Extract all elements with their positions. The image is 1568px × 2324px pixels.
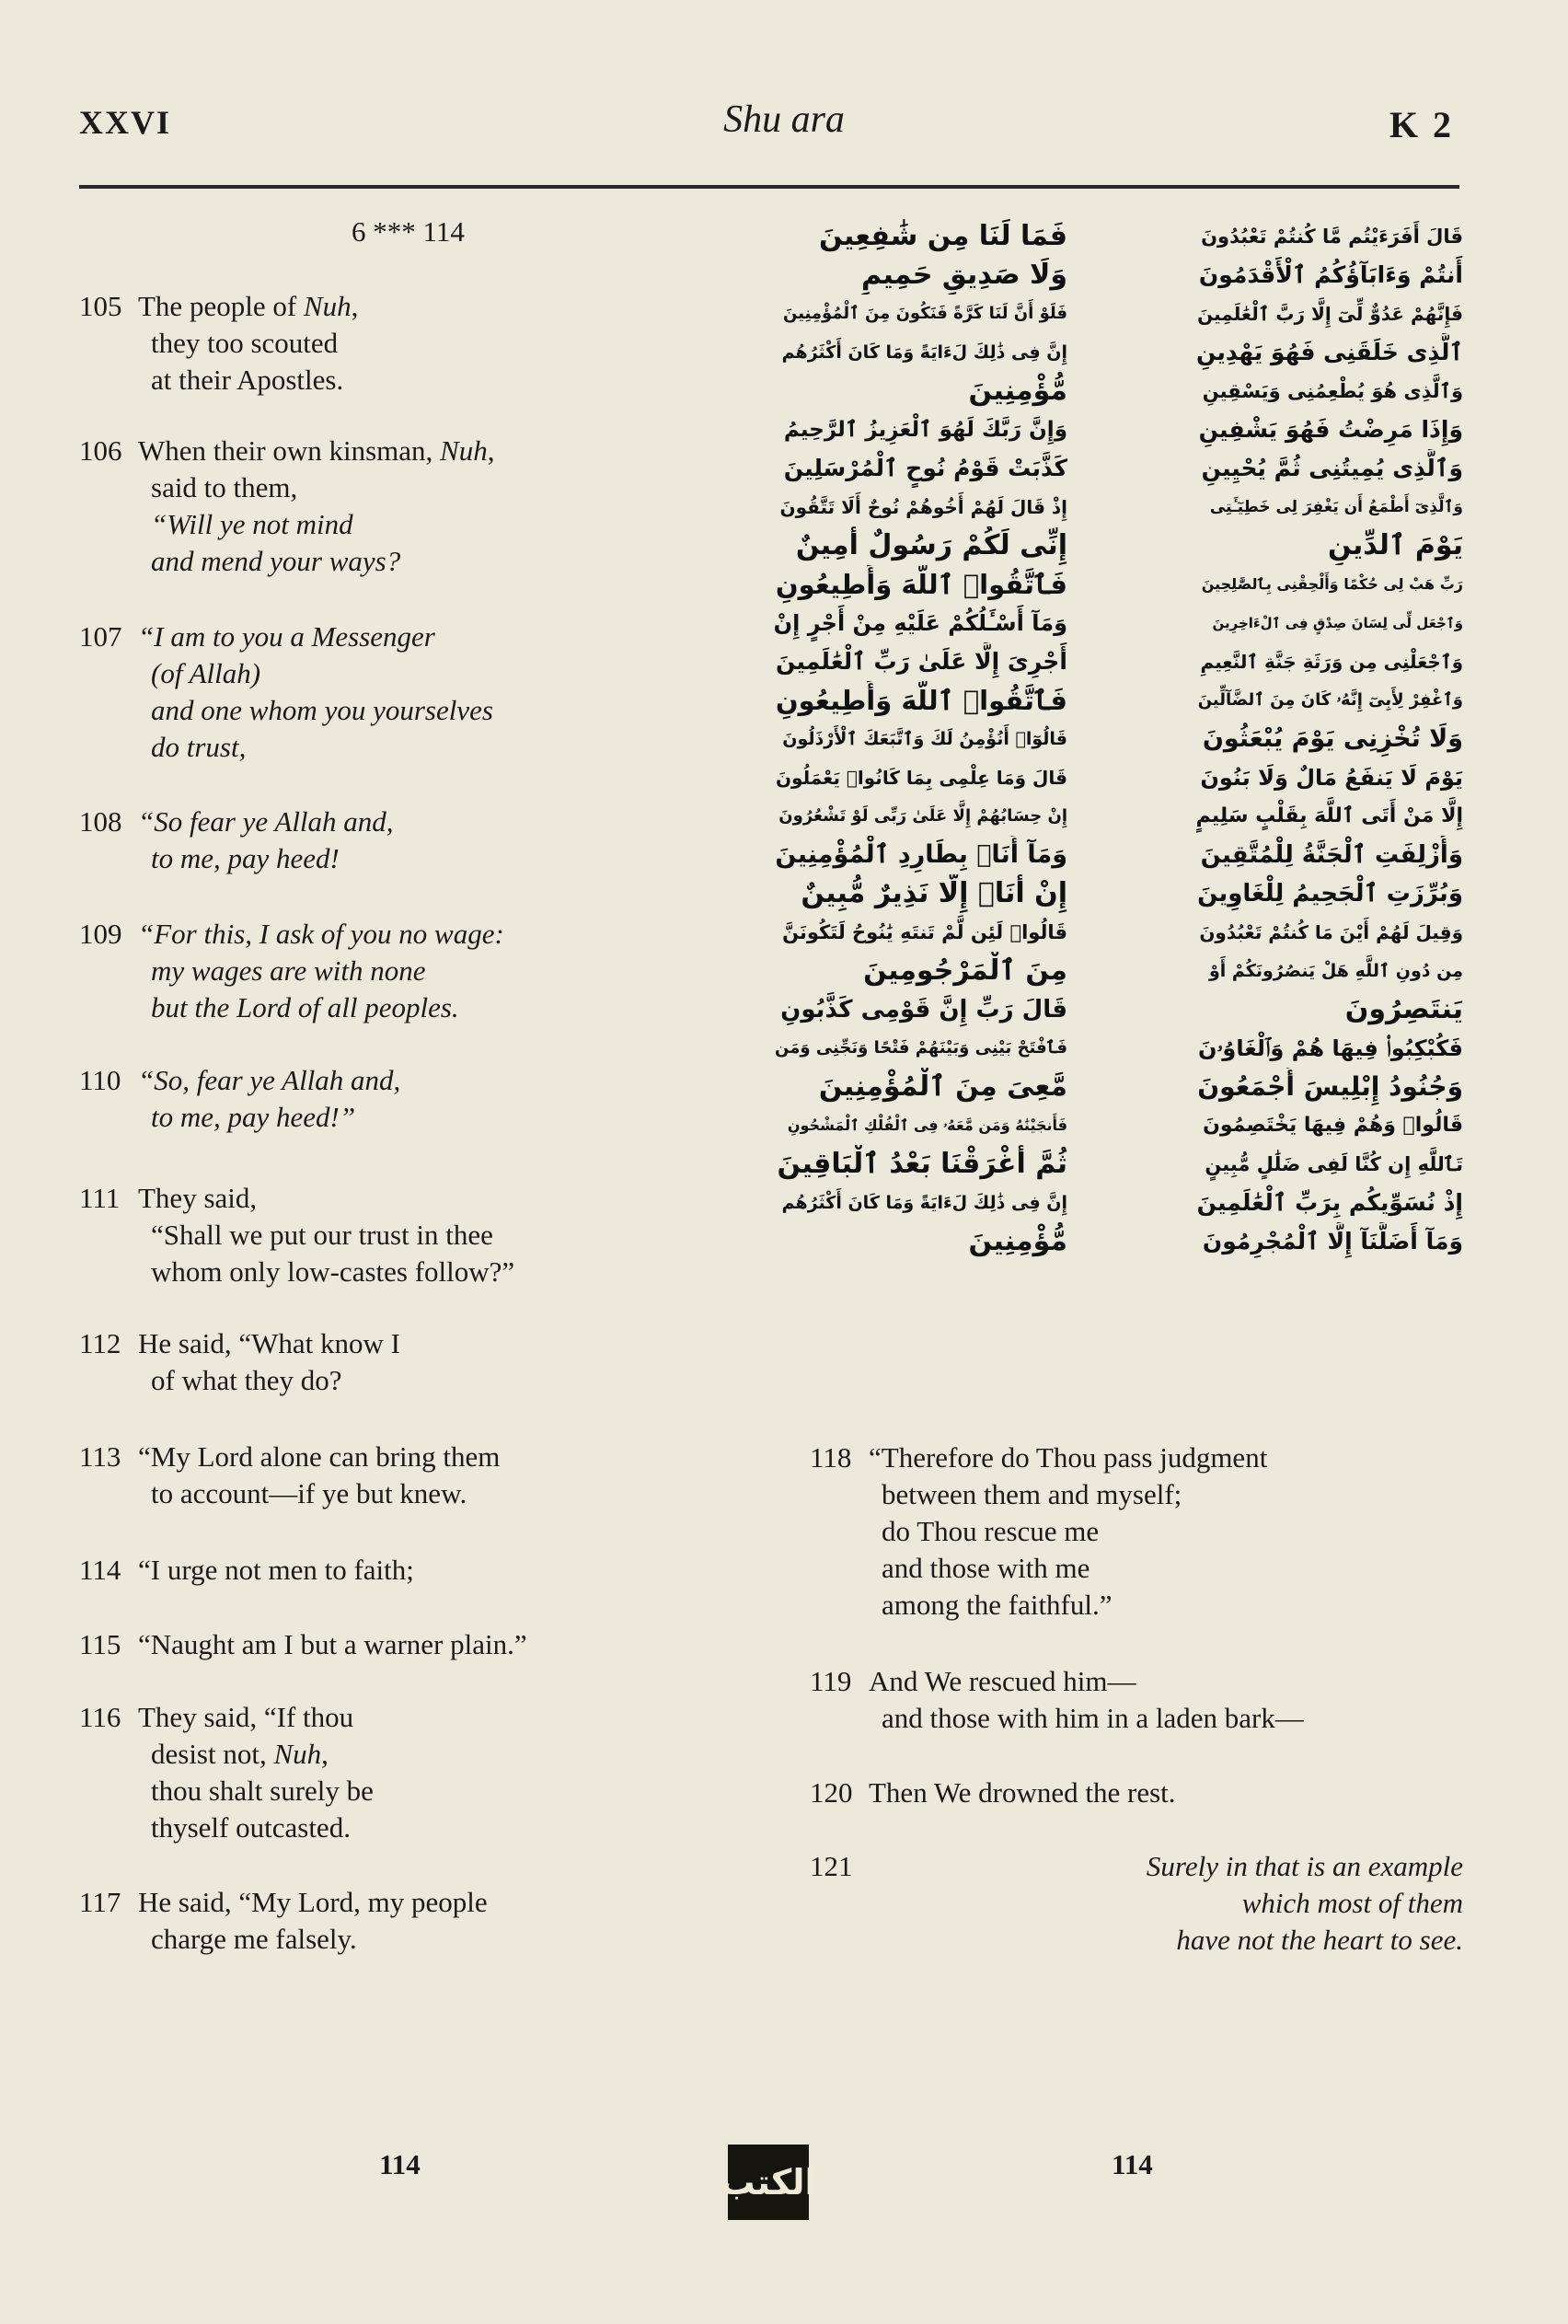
verse-line: between them and myself; — [882, 1478, 1182, 1510]
verse-line: said to them, — [151, 471, 298, 503]
logo-text: الكتب — [720, 2162, 817, 2203]
verse-line: When their own kinsman, Nuh, — [138, 434, 495, 467]
arabic-line: فَأَنجَيْنَٰهُ وَمَن مَّعَهُۥ فِى ٱلْفُلْكِ ٱلْمَشْحُونِ — [787, 1116, 1067, 1134]
verse-range: 6 *** 114 — [352, 215, 465, 248]
verse-118 — [810, 1439, 1267, 1624]
arabic-line: يَنتَصِرُونَ — [1344, 993, 1463, 1025]
verse-line: “Therefore do Thou pass judgment — [869, 1441, 1268, 1474]
arabic-line: مَّعِىَ مِنَ ٱلْمُؤْمِنِينَ — [818, 1070, 1067, 1103]
verse-119 — [810, 1663, 1304, 1737]
arabic-line: مِن دُونِ ٱللَّهِ هَلْ يَنصُرُونَكُمْ أَوْ — [1208, 961, 1463, 981]
verse-line: And We rescued him— — [869, 1665, 1136, 1697]
verse-line: “So, fear ye Allah and, — [138, 1064, 401, 1096]
arabic-line: وَمَآ أَنَا۠ بِطَارِدِ ٱلْمُؤْمِنِينَ — [775, 840, 1067, 869]
arabic-line: فَلَوْ أَنَّ لَنَا كَرَّةً فَنَكُونَ مِنَ ٱلْمُؤْمِنِينَ — [783, 304, 1067, 323]
arabic-line: إِنْ حِسَابُهُمْ إِلَّا عَلَىٰ رَبِّى لَوْ تَشْعُرُونَ — [778, 806, 1067, 826]
arabic-line: إِنَّ فِى ذَٰلِكَ لَءَايَةً وَمَا كَانَ أَكْثَرُهُم — [781, 342, 1067, 363]
verse-line: they too scouted — [151, 327, 339, 359]
arabic-line: وَمَآ أَضَلَّنَآ إِلَّا ٱلْمُجْرِمُونَ — [1202, 1228, 1463, 1254]
arabic-line: قَالُوا۟ وَهُمْ فِيهَا يَخْتَصِمُونَ — [1203, 1114, 1463, 1137]
arabic-line: وَبُرِّزَتِ ٱلْجَحِيمُ لِلْغَاوِينَ — [1197, 880, 1463, 908]
verse-line: among the faithful.” — [882, 1589, 1113, 1621]
verse-120 — [810, 1775, 1176, 1811]
verse-number: 114 — [79, 1554, 121, 1586]
verse-line: The people of Nuh, — [138, 290, 359, 322]
verse-number: 109 — [79, 918, 122, 950]
verse-number: 118 — [810, 1441, 852, 1474]
verse-114 — [79, 1552, 414, 1589]
surah-number: XXVI — [79, 104, 172, 141]
arabic-line: يَوْمَ ٱلدِّينِ — [1328, 529, 1463, 561]
arabic-line: قَالَ رَبِّ إِنَّ قَوْمِى كَذَّبُونِ — [780, 996, 1067, 1023]
verse-106 — [79, 433, 494, 580]
verse-line: do Thou rescue me — [882, 1515, 1100, 1547]
verse-line: to me, pay heed! — [151, 842, 340, 874]
arabic-line: يَوْمَ لَا يَنفَعُ مَالٌ وَلَا بَنُونَ — [1200, 765, 1463, 791]
verse-108 — [79, 804, 394, 877]
verse-116 — [79, 1699, 374, 1846]
arabic-line: إِلَّا مَنْ أَتَى ٱللَّهَ بِقَلْبٍ سَلِيمٍ — [1196, 804, 1463, 827]
verse-line: whom only low-castes follow?” — [151, 1255, 515, 1288]
arabic-line: قَالُوا۟ لَئِن لَّمْ تَنتَهِ يَٰنُوحُ لَتَكُونَنَّ — [782, 921, 1067, 943]
verse-line: They said, “If thou — [138, 1701, 354, 1733]
verse-number: 111 — [79, 1182, 121, 1214]
arabic-line: وَإِذَا مَرِضْتُ فَهُوَ يَشْفِينِ — [1198, 416, 1463, 443]
page-number-left: 114 — [379, 2148, 421, 2180]
verse-line: (of Allah) — [151, 657, 261, 689]
arabic-line: فَإِنَّهُمْ عَدُوٌّ لِّىٓ إِلَّا رَبَّ ٱلْعَٰلَمِينَ — [1197, 303, 1463, 325]
arabic-line: قَالُوٓا۟ أَنُؤْمِنُ لَكَ وَٱتَّبَعَكَ ٱلْأَرْذَلُونَ — [782, 729, 1067, 749]
verse-line: desist not, Nuh, — [151, 1738, 329, 1770]
arabic-line: فَكُبْكِبُوا۟ فِيهَا هُمْ وَٱلْغَاوُۥنَ — [1197, 1035, 1463, 1061]
verse-number: 115 — [79, 1628, 121, 1660]
arabic-line: وَٱلَّذِىٓ أَطْمَعُ أَن يَغْفِرَ لِى خَطِيٓـَٔتِى — [1209, 498, 1463, 516]
verse-number: 117 — [79, 1886, 121, 1918]
arabic-line: قَالَ وَمَا عِلْمِى بِمَا كَانُوا۟ يَعْمَلُونَ — [775, 767, 1067, 789]
arabic-line: إِنَّ فِى ذَٰلِكَ لَءَايَةً وَمَا كَانَ أَكْثَرُهُم — [781, 1193, 1067, 1213]
arabic-line: مُّؤْمِنِينَ — [968, 375, 1067, 407]
arabic-line: وَأُزْلِفَتِ ٱلْجَنَّةُ لِلْمُتَّقِينَ — [1200, 841, 1463, 869]
verse-line: He said, “My Lord, my people — [138, 1886, 488, 1918]
arabic-line: ثُمَّ أَغْرَقْنَا بَعْدُ ٱلْبَاقِينَ — [777, 1148, 1067, 1180]
verse-number: 112 — [79, 1327, 121, 1359]
verse-number: 113 — [79, 1440, 121, 1473]
verse-number: 106 — [79, 434, 122, 467]
arabic-line: وَإِنَّ رَبَّكَ لَهُوَ ٱلْعَزِيزُ ٱلرَّحِيمُ — [783, 418, 1067, 442]
verse-line: to me, pay heed!” — [151, 1101, 356, 1133]
arabic-line: مُّؤْمِنِينَ — [968, 1225, 1067, 1257]
arabic-line: رَبِّ هَبْ لِى حُكْمًا وَأَلْحِقْنِى بِٱلصَّٰلِحِينَ — [1201, 575, 1463, 593]
verse-line: “Naught am I but a warner plain.” — [138, 1628, 527, 1660]
verse-line: thou shalt surely be — [151, 1775, 374, 1807]
verse-113 — [79, 1439, 500, 1512]
verse-110 — [79, 1062, 400, 1136]
verse-line: Then We drowned the rest. — [869, 1776, 1176, 1809]
verse-line: but the Lord of all peoples. — [151, 991, 459, 1023]
verse-line: have not the heart to see. — [1176, 1924, 1463, 1956]
verse-109 — [79, 916, 504, 1026]
verse-line: my wages are with none — [151, 954, 426, 987]
verse-line: They said, — [138, 1182, 258, 1214]
verse-number: 116 — [79, 1701, 121, 1733]
header-rule — [79, 185, 1459, 189]
verse-line: “I urge not men to faith; — [138, 1554, 414, 1586]
arabic-line: وَلَا تُخْزِنِى يَوْمَ يُبْعَثُونَ — [1202, 724, 1463, 753]
verse-line: Surely in that is an example — [1146, 1850, 1463, 1882]
arabic-line: فَٱتَّقُوا۟ ٱللَّهَ وَأَطِيعُونِ — [775, 569, 1067, 600]
arabic-line: أَجْرِىَ إِلَّا عَلَىٰ رَبِّ ٱلْعَٰلَمِينَ — [776, 648, 1067, 675]
arabic-line: فَٱتَّقُوا۟ ٱللَّهَ وَأَطِيعُونِ — [775, 685, 1067, 716]
arabic-line: مِنَ ٱلْمَرْجُومِينَ — [863, 954, 1067, 987]
arabic-line: أَنتُمْ وَءَابَآؤُكُمُ ٱلْأَقْدَمُونَ — [1198, 261, 1463, 288]
verse-111 — [79, 1180, 514, 1290]
arabic-column-left — [773, 217, 1067, 1261]
verse-number: 120 — [810, 1776, 853, 1809]
arabic-line: وَمَآ أَسْـَٔلُكُمْ عَلَيْهِ مِنْ أَجْرٍ إِنْ — [773, 610, 1067, 636]
arabic-line: كَذَّبَتْ قَوْمُ نُوحٍ ٱلْمُرْسَلِينَ — [783, 455, 1067, 481]
arabic-line: قَالَ أَفَرَءَيْتُم مَّا كُنتُمْ تَعْبُدُونَ — [1201, 225, 1463, 248]
verse-number: 119 — [810, 1665, 852, 1697]
verse-line: “My Lord alone can bring them — [138, 1440, 501, 1473]
verse-number: 105 — [79, 290, 122, 322]
arabic-line: إِذْ قَالَ لَهُمْ أَخُوهُمْ نُوحٌ أَلَا تَتَّقُونَ — [779, 496, 1067, 518]
verse-line: “So fear ye Allah and, — [138, 805, 394, 838]
verse-number: 110 — [79, 1064, 121, 1096]
verse-line: and those with him in a laden bark— — [882, 1702, 1304, 1734]
verse-107 — [79, 619, 493, 766]
arabic-line: إِنِّى لَكُمْ رَسُولٌ أَمِينٌ — [795, 529, 1067, 561]
verse-line: at their Apostles. — [151, 364, 344, 396]
arabic-line: إِذْ نُسَوِّيكُم بِرَبِّ ٱلْعَٰلَمِينَ — [1196, 1189, 1463, 1216]
verse-line: and one whom you yourselves — [151, 694, 493, 726]
arabic-line: وَٱغْفِرْ لِأَبِىٓ إِنَّهُۥ كَانَ مِنَ ٱلضَّآلِّينَ — [1197, 690, 1463, 710]
verse-line: to account—if ye but knew. — [151, 1477, 467, 1509]
verse-line: which most of them — [1241, 1887, 1463, 1919]
verse-line: and mend your ways? — [151, 545, 401, 577]
verse-121 — [810, 1848, 1463, 1959]
verse-105 — [79, 288, 358, 399]
surah-title: Shu ara — [723, 98, 845, 141]
arabic-line: وَجُنُودُ إِبْلِيسَ أَجْمَعُونَ — [1197, 1071, 1463, 1102]
verse-line: of what they do? — [151, 1364, 342, 1396]
arabic-line: ٱلَّذِى خَلَقَنِى فَهُوَ يَهْدِينِ — [1196, 339, 1463, 365]
arabic-column-right — [1196, 217, 1463, 1261]
verse-line: charge me falsely. — [151, 1923, 357, 1955]
arabic-line: وَٱجْعَلْنِى مِن وَرَثَةِ جَنَّةِ ٱلنَّعِيمِ — [1200, 651, 1463, 673]
verse-line: “Will ye not mind — [151, 508, 353, 540]
section-marker: K 2 — [1389, 104, 1454, 145]
verse-line: He said, “What know I — [138, 1327, 400, 1359]
verse-line: “For this, I ask of you no wage: — [138, 918, 504, 950]
verse-112 — [79, 1325, 400, 1399]
arabic-line: وَٱلَّذِى هُوَ يُطْعِمُنِى وَيَسْقِينِ — [1202, 380, 1463, 402]
verse-number: 121 — [810, 1850, 853, 1882]
verse-line: and those with me — [882, 1552, 1090, 1584]
verse-line: “I am to you a Messenger — [138, 620, 435, 653]
verse-line: “Shall we put our trust in thee — [151, 1219, 493, 1251]
verse-number: 108 — [79, 805, 122, 838]
verse-line: thyself outcasted. — [151, 1811, 351, 1844]
verse-117 — [79, 1884, 488, 1958]
page-number-right: 114 — [1112, 2148, 1153, 2180]
verse-line: do trust, — [151, 731, 247, 763]
verse-number: 107 — [79, 620, 122, 653]
arabic-line: تَٱللَّهِ إِن كُنَّا لَفِى ضَلَٰلٍ مُّبِينٍ — [1205, 1153, 1463, 1175]
arabic-line: فَمَا لَنَا مِن شَٰفِعِينَ — [819, 220, 1067, 252]
arabic-line: وَٱلَّذِى يُمِيتُنِى ثُمَّ يُحْيِينِ — [1201, 455, 1463, 481]
arabic-line: إِنْ أَنَا۠ إِلَّا نَذِيرٌ مُّبِينٌ — [801, 877, 1067, 909]
arabic-line: فَٱفْتَحْ بَيْنِى وَبَيْنَهُمْ فَتْحًا وَنَجِّنِى وَمَن — [775, 1038, 1067, 1058]
arabic-line: وَقِيلَ لَهُمْ أَيْنَ مَا كُنتُمْ تَعْبُدُونَ — [1199, 921, 1463, 943]
verse-115 — [79, 1626, 527, 1663]
publisher-logo — [720, 2145, 817, 2220]
arabic-line: وَٱجْعَل لِّى لِسَانَ صِدْقٍ فِى ٱلْءَاخِرِينَ — [1212, 615, 1463, 631]
arabic-line: وَلَا صَدِيقٍ حَمِيمٍ — [860, 259, 1067, 291]
